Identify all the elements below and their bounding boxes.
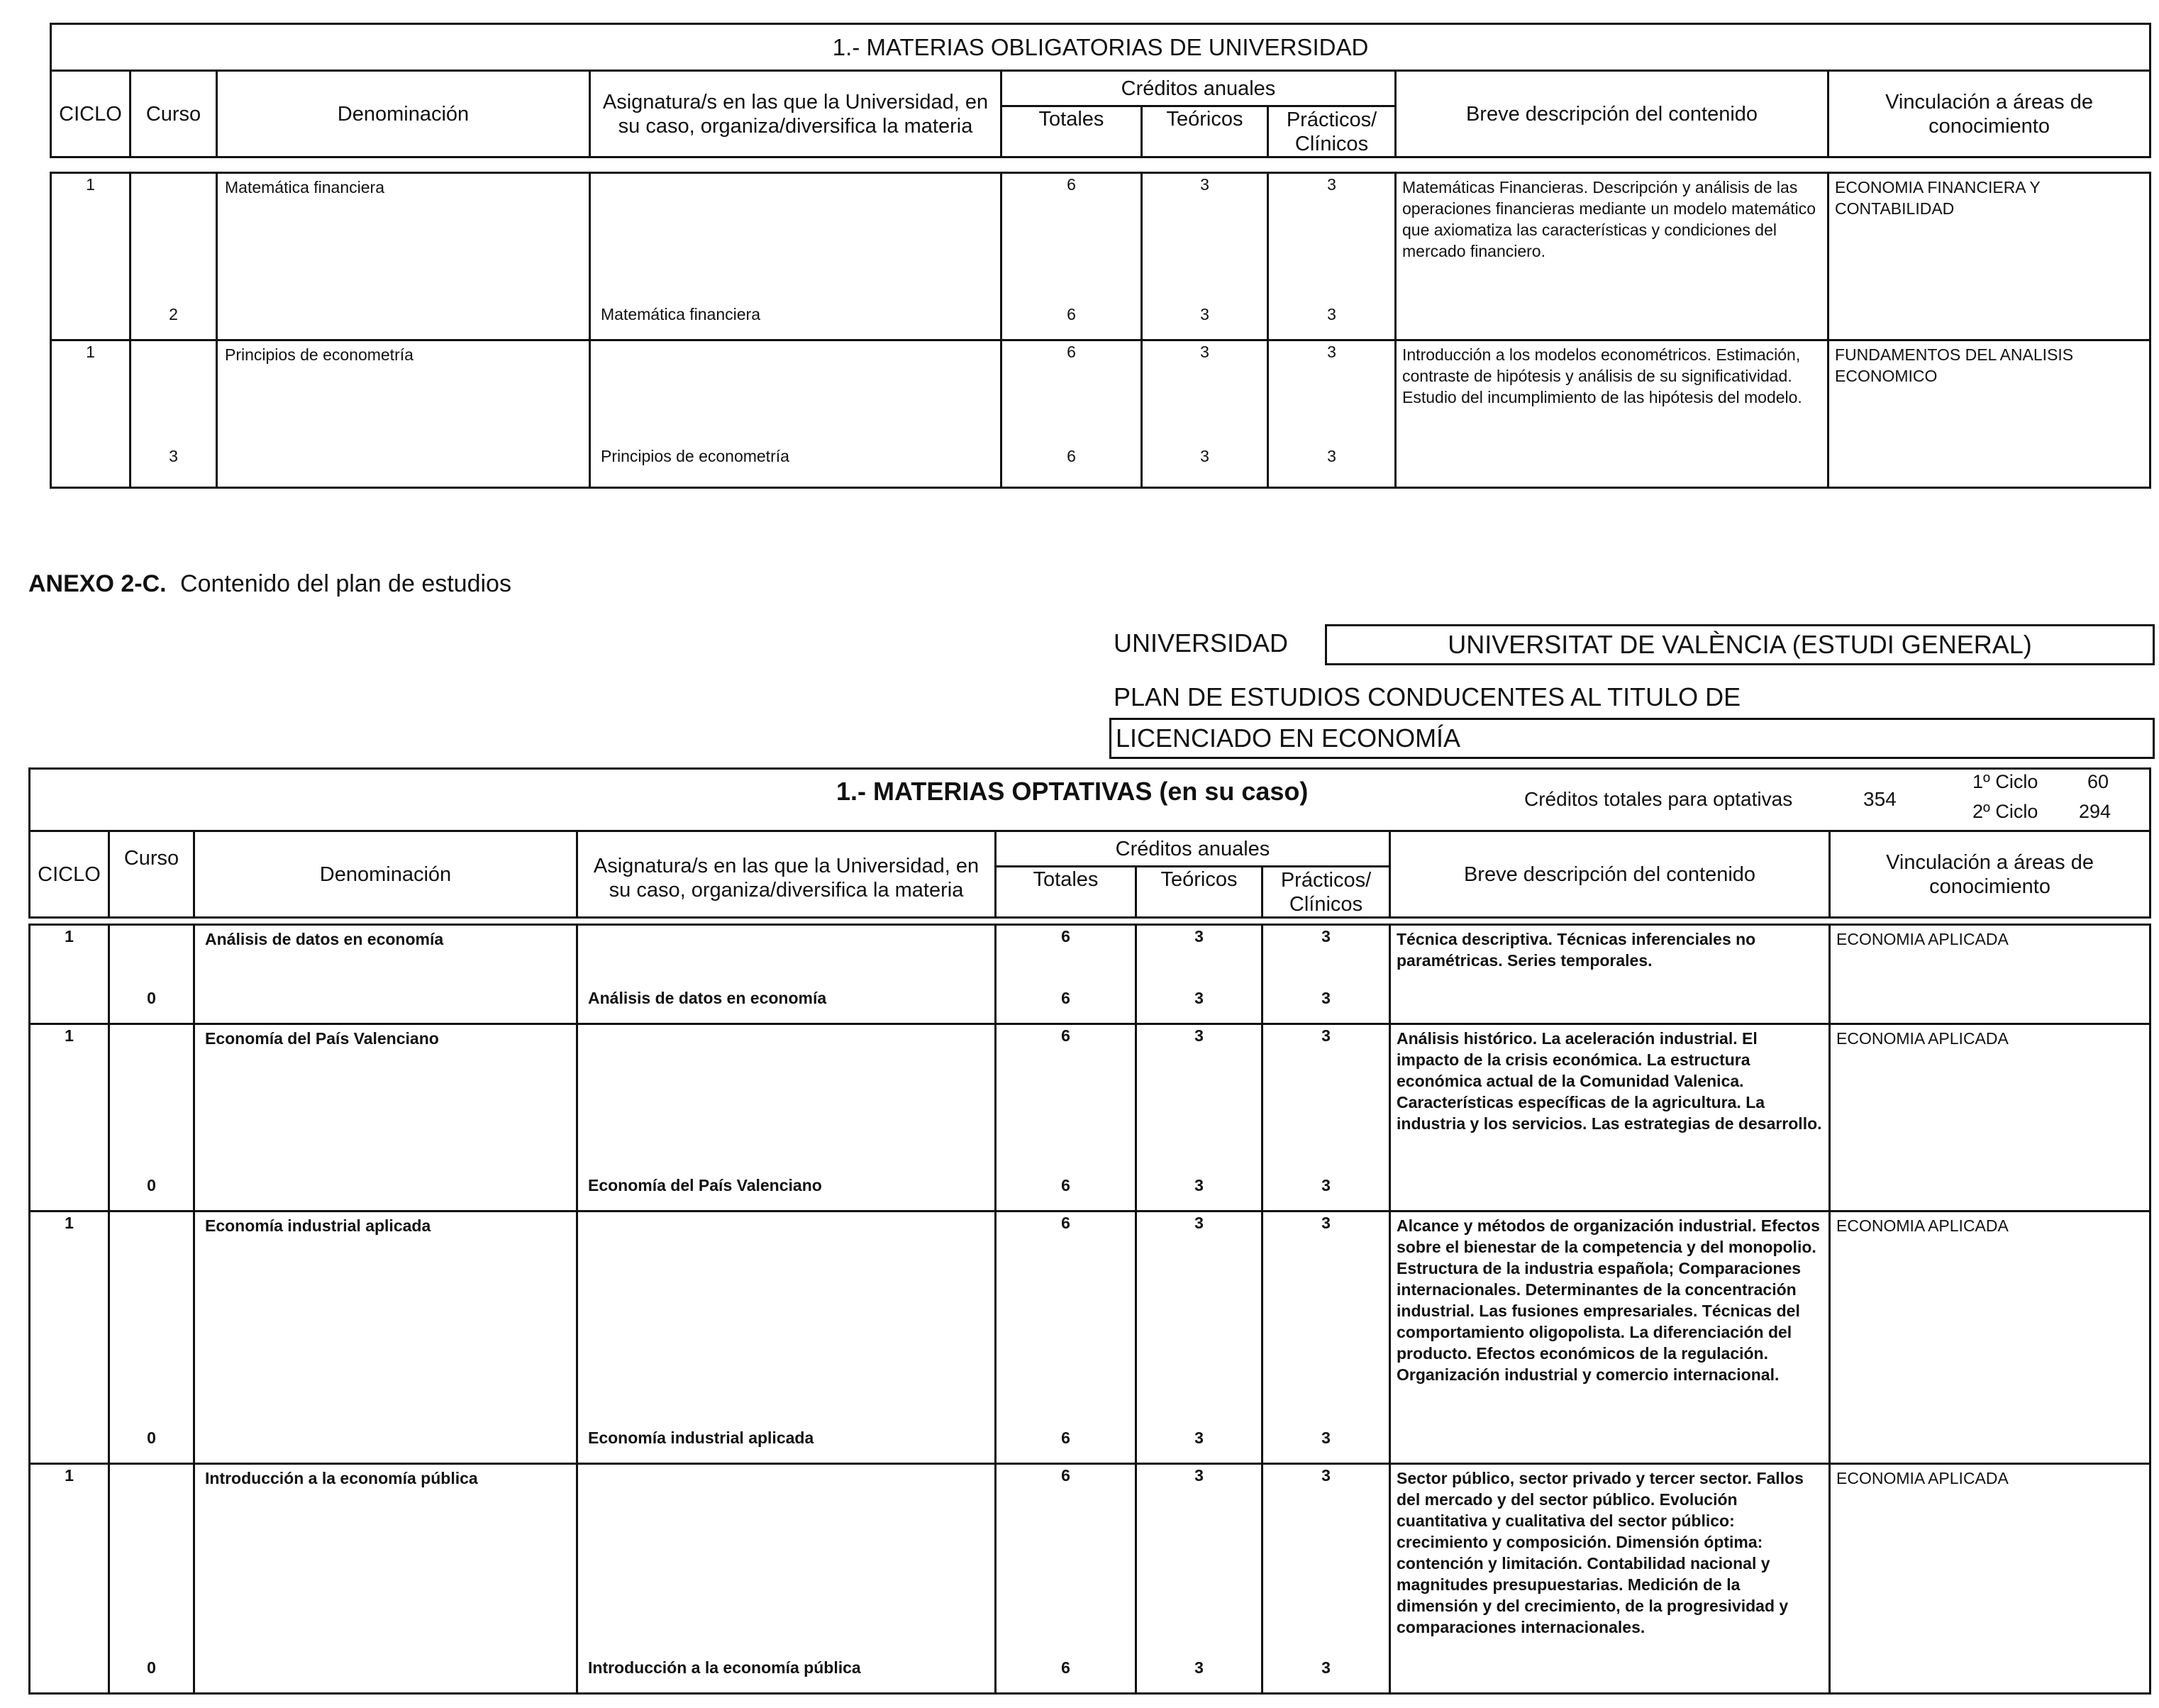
teoricos-cell: 3 [1194,1466,1204,1485]
curso-cell: 0 [147,989,156,1007]
ciclo-cell: 1 [30,1024,109,1211]
header-denominacion: Denominación [194,831,577,918]
header-ciclo: CICLO [51,71,131,157]
denominacion-cell: Introducción a la economía pública [194,1464,577,1694]
curso-cell: 2 [169,305,178,323]
table-obligatorias [50,23,2151,176]
totales-cell: 6 [1061,927,1070,946]
table2-body [28,924,2151,1695]
header-vinculacion: Vinculación a áreas de conocimiento [1828,71,2150,157]
table1-body [50,172,2151,489]
teoricos-cell: 3 [1200,175,1209,194]
teoricos-cell: 3 [1194,1026,1204,1045]
asignatura-cell: Economía del País Valenciano [588,1176,822,1194]
header-ciclo: CICLO [30,831,109,918]
denominacion-cell: Economía industrial aplicada [194,1211,577,1464]
plan-value: LICENCIADO EN ECONOMÍA [1109,718,2155,759]
vinculacion-cell: ECONOMIA APLICADA [1830,1024,2150,1211]
curso-cell: 0 [147,1429,156,1447]
asignatura-cell: Introducción a la economía pública [588,1658,861,1677]
descripcion-cell: Análisis histórico. La aceleración industrial. El impacto de la crisis económica. La estructura económica actual de la Comunidad Valenica. Características específicas de la agricultura. La industria y los servicios. Las estrategias de desarrollo. [1390,1024,1830,1211]
creditos-optativas-label: Créditos totales para optativas [1524,788,1793,810]
curso-cell: 3 [169,447,178,465]
teoricos-cell: 3 [1200,343,1209,361]
totales-cell: 6 [1067,175,1076,194]
universidad-label: UNIVERSIDAD [1114,628,1289,658]
header-descripcion: Breve descripción del contenido [1390,831,1830,918]
practicos-cell: 3 [1327,343,1336,361]
ciclo-cell: 1 [51,340,131,488]
annex-label: ANEXO 2-C. [28,570,167,597]
ciclo-cell: 1 [30,1464,109,1694]
ciclo-cell: 1 [51,173,131,340]
annex-heading [28,570,511,598]
descripcion-cell: Alcance y métodos de organización industrial. Efectos sobre el bienestar de la competencia y del monopolio. Estructura de la industria española; Comparaciones internacionales. Determinantes de la concentración industrial. Las fusiones empresariales. Técnicas del comportamiento oligopolista. La diferenciación del producto. Efectos económicos de la regulación. Organización industrial y comercio internacional. [1390,1211,1830,1464]
header-asignatura: Asignatura/s en las que la Universidad, en su caso, organiza/diversifica la materia [577,831,996,918]
practicos-cell: 3 [1321,1026,1331,1045]
totales-cell: 6 [1061,1466,1070,1485]
header-teoricos: Teóricos [1142,106,1268,157]
table-row: 1 3 Principios de econometría Principios de econometría 6 6 3 3 3 3 Introducción a los modelos econométricos. Estimación, contraste de hipótesis y análisis de su significatividad. Estudio del incumplimiento de las hipótesis del modelo. FUNDAMENTOS DEL ANALISIS ECONOMICO [51,340,2150,488]
header-totales: Totales [1001,106,1142,157]
asignatura-cell: Análisis de datos en economía [588,989,827,1007]
denominacion-cell: Economía del País Valenciano [194,1024,577,1211]
header-denominacion: Denominación [217,71,590,157]
plan-label: PLAN DE ESTUDIOS CONDUCENTES AL TITULO DE [1114,682,1741,711]
header-practicos: Prácticos/ Clínicos [1268,106,1396,157]
practicos-cell: 3 [1321,927,1331,946]
table-row: 1 2 Matemática financiera Matemática financiera 6 6 3 3 3 3 Matemáticas Financieras. Descripción y análisis de las operaciones financieras mediante un modelo matemático que axiomatiza las características y condiciones del mercado financiero. ECONOMIA FINANCIERA Y CONTABILIDAD [51,173,2150,340]
header-teoricos: Teóricos [1136,867,1262,918]
header-vinculacion: Vinculación a áreas de conocimiento [1830,831,2150,918]
denominacion-cell: Principios de econometría [217,340,590,488]
practicos-cell: 3 [1327,175,1336,194]
ciclo-cell: 1 [30,1211,109,1464]
table-row: 1 0 Economía del País Valenciano Economía del País Valenciano 6 6 3 3 3 3 Análisis histórico. La aceleración industrial. El impacto de la crisis económica. La estructura económica actual de la Comunidad Valenica. Características específicas de la agricultura. La industria y los servicios. Las estrategias de desarrollo. ECONOMIA APLICADA [30,1024,2150,1211]
teoricos-cell: 3 [1194,927,1204,946]
descripcion-cell: Técnica descriptiva. Técnicas inferenciales no paramétricas. Series temporales. [1390,925,1830,1024]
practicos-cell: 3 [1321,1466,1331,1485]
annex-text: Contenido del plan de estudios [180,570,511,597]
asignatura-cell: Economía industrial aplicada [588,1429,814,1447]
ciclo2-label: 2º Ciclo [1972,801,2038,822]
table-row: 1 0 Economía industrial aplicada Economía industrial aplicada 6 6 3 3 3 3 Alcance y métodos de organización industrial. Efectos sobre el bienestar de la competencia y del monopolio. Estructura de la industria española; Comparaciones internacionales. Determinantes de la concentración industrial. Las fusiones empresariales. Técnicas del comportamiento oligopolista. La diferenciación del producto. Efectos económicos de la regulación. Organización industrial y comercio internacional. ECONOMIA APLICADA [30,1211,2150,1464]
header-asignatura: Asignatura/s en las que la Universidad, en su caso, organiza/diversifica la materia [590,71,1001,157]
ciclo2-value: 294 [2079,801,2111,822]
header-creditos: Créditos anuales [1001,71,1396,106]
descripcion-cell: Sector público, sector privado y tercer sector. Fallos del mercado y del sector público. Evolución cuantitativa y cualitativa del sector público: crecimiento y composición. Dimensión óptima: contención y limitación. Contabilidad nacional y magnitudes presupuestarias. Medición de la dimensión y del crecimiento, de la progresividad y comparaciones internacionales. [1390,1464,1830,1694]
vinculacion-cell: ECONOMIA APLICADA [1830,1211,2150,1464]
totales-cell: 6 [1061,1214,1070,1232]
header-creditos: Créditos anuales [996,831,1390,867]
ciclo-cell: 1 [30,925,109,1024]
header-curso: Curso [109,831,194,918]
totales-cell: 6 [1067,343,1076,361]
header-curso: Curso [131,71,217,157]
ciclo1-value: 60 [2087,771,2109,792]
asignatura-cell: Matemática financiera [601,305,760,323]
creditos-optativas-total: 354 [1863,788,1897,810]
table-optativas [28,767,2151,919]
descripcion-cell: Introducción a los modelos econométricos. Estimación, contraste de hipótesis y análisis de su significatividad. Estudio del incumplimiento de las hipótesis del modelo. [1396,340,1828,488]
universidad-value: UNIVERSITAT DE VALÈNCIA (ESTUDI GENERAL) [1325,624,2155,665]
ciclo1-label: 1º Ciclo [1972,771,2038,792]
vinculacion-cell: ECONOMIA FINANCIERA Y CONTABILIDAD [1828,173,2150,340]
table2-title-row [30,769,2150,831]
practicos-cell: 3 [1321,1214,1331,1232]
vinculacion-cell: ECONOMIA APLICADA [1830,925,2150,1024]
curso-cell: 0 [147,1658,156,1677]
table2-title: 1.- MATERIAS OPTATIVAS (en su caso) [836,777,1309,806]
header-totales: Totales [996,867,1136,918]
curso-cell: 0 [147,1176,156,1194]
denominacion-cell: Análisis de datos en economía [194,925,577,1024]
table-row: 1 0 Análisis de datos en economía Análisis de datos en economía 6 6 3 3 3 3 Técnica descriptiva. Técnicas inferenciales no paramétricas. Series temporales. ECONOMIA APLICADA [30,925,2150,1024]
vinculacion-cell: FUNDAMENTOS DEL ANALISIS ECONOMICO [1828,340,2150,488]
teoricos-cell: 3 [1194,1214,1204,1232]
descripcion-cell: Matemáticas Financieras. Descripción y análisis de las operaciones financieras mediante un modelo matemático que axiomatiza las características y condiciones del mercado financiero. [1396,173,1828,340]
totales-cell: 6 [1061,1026,1070,1045]
vinculacion-cell: ECONOMIA APLICADA [1830,1464,2150,1694]
table1-title: 1.- MATERIAS OBLIGATORIAS DE UNIVERSIDAD [51,24,2150,71]
header-practicos: Prácticos/ Clínicos [1262,867,1390,918]
header-descripcion: Breve descripción del contenido [1396,71,1828,157]
denominacion-cell: Matemática financiera [217,173,590,340]
asignatura-cell: Principios de econometría [601,447,789,465]
table-row: 1 0 Introducción a la economía pública Introducción a la economía pública 6 6 3 3 3 3 Sector público, sector privado y tercer sector. Fallos del mercado y del sector público. Evolución cuantitativa y cualitativa del sector público: crecimiento y composición. Dimensión óptima: contención y limitación. Contabilidad nacional y magnitudes presupuestarias. Medición de la dimensión y del crecimiento, de la progresividad y comparaciones internacionales. ECONOMIA APLICADA [30,1464,2150,1694]
